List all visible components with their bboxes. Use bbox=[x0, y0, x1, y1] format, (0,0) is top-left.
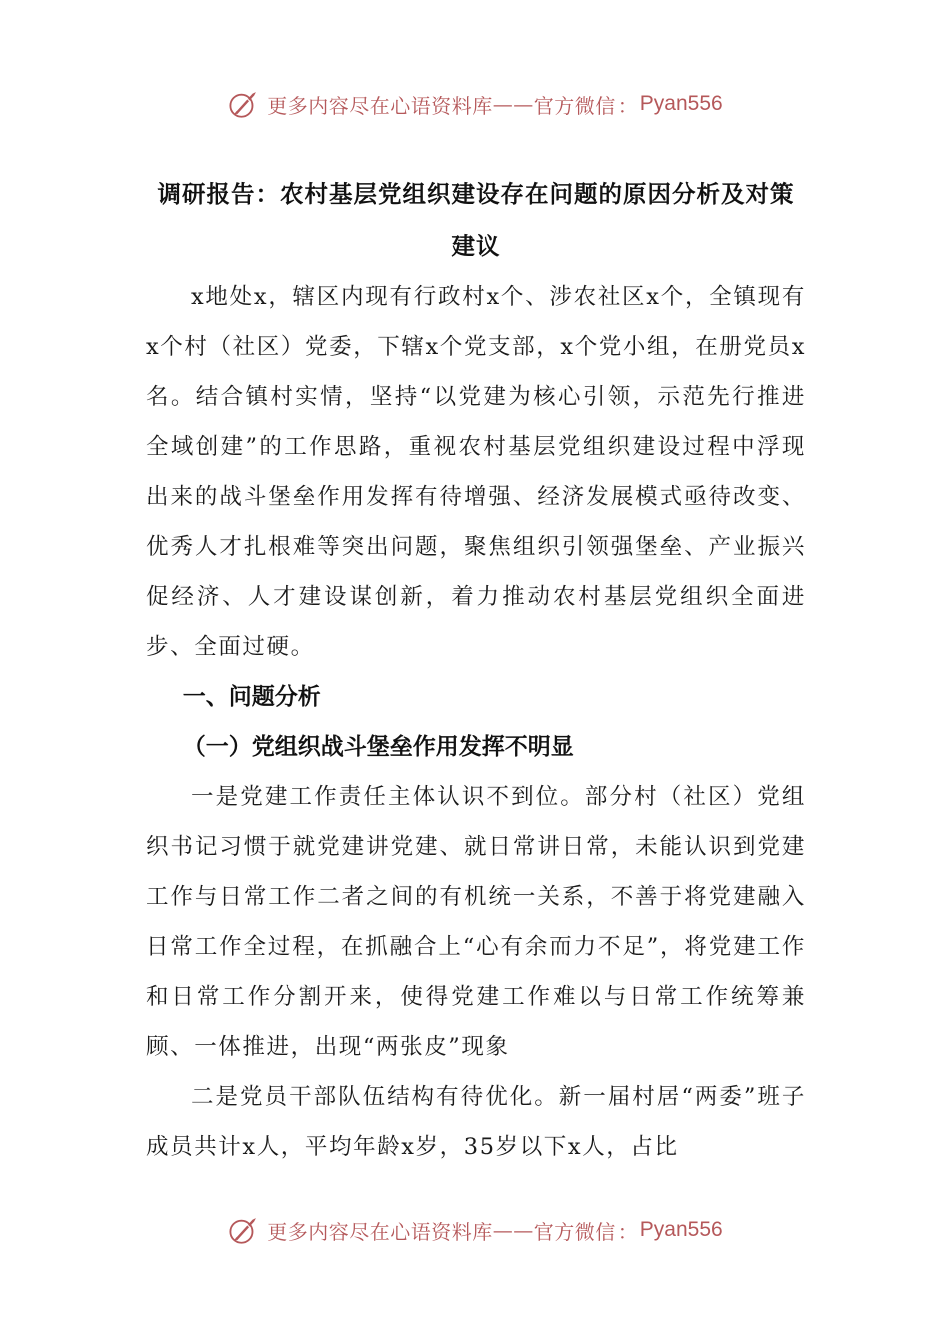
document-title: 调研报告：农村基层党组织建设存在问题的原因分析及对策建议 bbox=[157, 180, 795, 260]
section-heading: 一、问题分析 bbox=[182, 684, 321, 710]
watermark-banner-top bbox=[0, 84, 950, 124]
paragraph-point-1: 一是党建工作责任主体认识不到位。部分村（社区）党组织书记习惯于就党建讲党建、就日常讲日常，未能认识到党建工作与日常工作二者之间的有机统一关系，不善于将党建融入日常工作全过程，在抓融合上“心有余而力不足”，将党建工作和日常工作分割开来，使得党建工作难以与日常工作统筹兼顾、一体推进，出现“两张皮”现象 bbox=[146, 784, 806, 1060]
banner-separator: ： bbox=[617, 1219, 638, 1244]
intro-paragraph: x地处x，辖区内现有行政村x个、涉农社区x个，全镇现有x个村（社区）党委，下辖x个党支部，x个党小组，在册党员x名。结合镇村实情，坚持“以党建为核心引领，示范先行推进全域创建”的工作思路，重视农村基层党组织建设过程中浮现出来的战斗堡垒作用发挥有待增强、经济发展模式亟待改变、优秀人才扎根难等突出问题，聚焦组织引领强堡垒、产业振兴促经济、人才建设谋创新，着力推动农村基层党组织全面进步、全面过硬。 bbox=[146, 284, 806, 660]
banner-separator: ： bbox=[617, 93, 638, 118]
document-body bbox=[146, 168, 806, 1172]
banner-wechat-label: 官方微信 bbox=[533, 93, 616, 118]
quill-pen-circle-icon bbox=[227, 1213, 261, 1247]
banner-text: 更多内容尽在心语资料库 bbox=[267, 1219, 493, 1244]
banner-wechat-label: 官方微信 bbox=[533, 1219, 616, 1244]
banner-dash: —— bbox=[492, 92, 534, 116]
paragraph-point-2: 二是党员干部队伍结构有待优化。新一届村居“两委”班子成员共计x人，平均年龄x岁，35岁以下x人，占比 bbox=[146, 1084, 806, 1160]
banner-wechat-id: Pyan556 bbox=[639, 92, 723, 115]
banner-wechat-id: Pyan556 bbox=[639, 1218, 723, 1241]
banner-dash: —— bbox=[492, 1218, 534, 1242]
quill-pen-circle-icon bbox=[227, 87, 261, 121]
subsection-heading: （一）党组织战斗堡垒作用发挥不明显 bbox=[182, 734, 574, 760]
banner-text: 更多内容尽在心语资料库 bbox=[267, 93, 493, 118]
watermark-banner-bottom bbox=[0, 1210, 950, 1250]
